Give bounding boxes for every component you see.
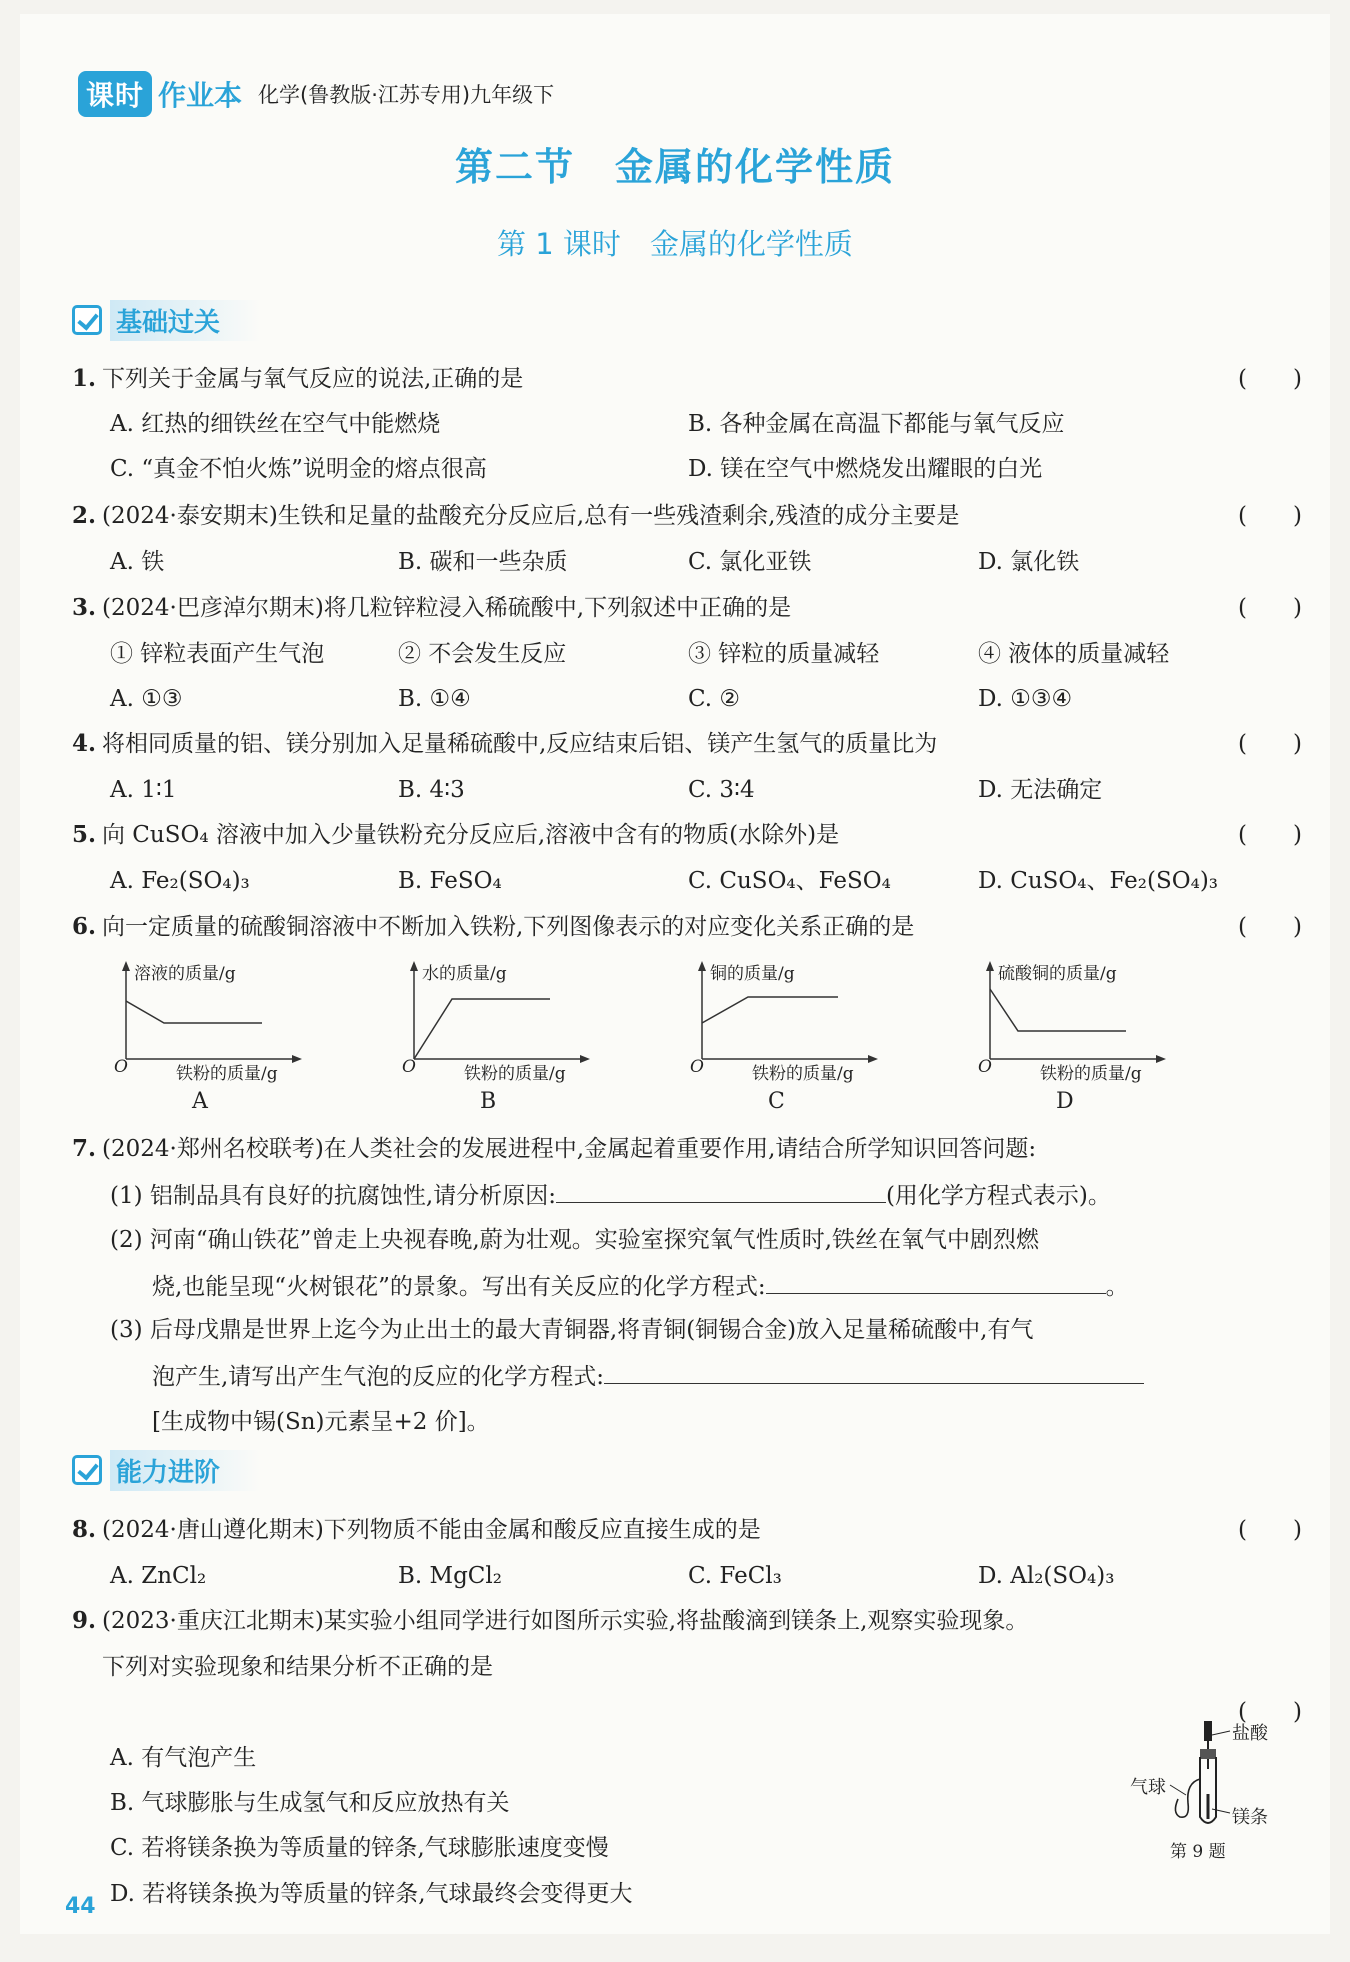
statement-3: ③ 锌粒的质量减轻 xyxy=(688,641,880,667)
option-d[interactable]: D. ①③④ xyxy=(978,686,1073,712)
brand-logo: 课时 xyxy=(78,71,152,117)
question-7 xyxy=(72,1131,1302,1167)
graph-letter: A xyxy=(192,1089,208,1114)
question-number: 1. xyxy=(72,365,97,392)
question-6 xyxy=(72,909,1302,945)
pointer-acid xyxy=(1212,1731,1230,1735)
section-advanced xyxy=(72,1450,260,1490)
option-d[interactable]: D. 氯化铁 xyxy=(978,549,1080,575)
q1-options xyxy=(110,406,1290,486)
q2-options xyxy=(110,544,1290,580)
graph-a[interactable] xyxy=(114,959,304,1114)
option-c[interactable]: C. FeCl₃ xyxy=(688,1563,782,1589)
question-stem: (2024·巴彦淖尔期末)将几粒锌粒浸入稀硫酸中,下列叙述中正确的是 xyxy=(102,595,792,621)
part-note: [生成物中锡(Sn)元素呈+2 价]。 xyxy=(152,1409,490,1435)
statement-2: ② 不会发生反应 xyxy=(398,641,567,667)
dropper-bulb xyxy=(1204,1721,1212,1741)
x-axis-arrow xyxy=(1156,1055,1166,1063)
question-stem: 下列关于金属与氧气反应的说法,正确的是 xyxy=(102,366,524,392)
graph-letter: B xyxy=(480,1089,497,1114)
question-stem: (2023·重庆江北期末)某实验小组同学进行如图所示实验,将盐酸滴到镁条上,观察实验现象。 xyxy=(102,1608,1029,1634)
curve xyxy=(702,997,838,1023)
header xyxy=(78,72,554,116)
question-number: 6. xyxy=(72,913,97,940)
x-axis-label: 铁粉的质量/g xyxy=(1040,1064,1142,1084)
option-c[interactable]: C. CuSO₄、FeSO₄ xyxy=(688,868,891,894)
graph-d[interactable] xyxy=(978,959,1168,1114)
question-5 xyxy=(72,817,1302,853)
option-b[interactable]: B. 气球膨胀与生成氢气和反应放热有关 xyxy=(110,1790,510,1816)
question-9 xyxy=(72,1603,1302,1639)
question-stem: 将相同质量的铝、镁分别加入足量稀硫酸中,反应结束后铝、镁产生氢气的质量比为 xyxy=(102,731,938,757)
y-axis-arrow xyxy=(410,961,418,971)
x-axis-label: 铁粉的质量/g xyxy=(176,1064,278,1084)
answer-blank[interactable] xyxy=(604,1357,1144,1384)
stopper xyxy=(1200,1749,1216,1759)
figure-9 xyxy=(1130,1699,1300,1862)
y-axis-label: 水的质量/g xyxy=(422,964,507,984)
option-a[interactable]: A. 红热的细铁丝在空气中能燃烧 xyxy=(110,411,441,437)
part-text-cont: 烧,也能呈现“火树银花”的景象。写出有关反应的化学方程式: xyxy=(152,1274,766,1300)
option-a[interactable]: A. Fe₂(SO₄)₃ xyxy=(110,868,250,894)
answer-paren[interactable]: ( ) xyxy=(1238,595,1302,621)
option-c[interactable]: C. 3∶4 xyxy=(688,777,755,803)
page xyxy=(20,14,1330,1934)
x-axis-arrow xyxy=(292,1055,302,1063)
q7-part-3 xyxy=(110,1312,1290,1441)
part-text-cont: 泡产生,请写出产生气泡的反应的化学方程式: xyxy=(152,1364,605,1390)
question-stem: 向 CuSO₄ 溶液中加入少量铁粉充分反应后,溶液中含有的物质(水除外)是 xyxy=(102,822,840,848)
x-axis-arrow xyxy=(868,1055,878,1063)
question-4 xyxy=(72,726,1302,762)
x-axis-label: 铁粉的质量/g xyxy=(464,1064,566,1084)
pointer-strip xyxy=(1212,1809,1230,1813)
part-text-end: 。 xyxy=(1105,1274,1129,1300)
option-b[interactable]: B. 各种金属在高温下都能与氧气反应 xyxy=(688,411,1065,437)
curve xyxy=(990,989,1126,1031)
q9-options xyxy=(110,1740,1290,1920)
origin-label: O xyxy=(402,1057,416,1077)
option-d[interactable]: D. 无法确定 xyxy=(978,777,1103,803)
page-subtitle: 第 1 课时 金属的化学性质 xyxy=(497,227,853,261)
question-2 xyxy=(72,498,1302,534)
label-acid: 盐酸 xyxy=(1232,1723,1268,1744)
graph-b[interactable] xyxy=(402,959,592,1114)
answer-paren[interactable]: ( ) xyxy=(1238,914,1302,940)
question-9-cont xyxy=(72,1649,1302,1685)
subject-line: 化学(鲁教版·江苏专用)九年级下 xyxy=(258,83,555,107)
option-c[interactable]: C. 若将镁条换为等质量的锌条,气球膨胀速度变慢 xyxy=(110,1835,609,1861)
answer-paren[interactable]: ( ) xyxy=(1238,1699,1302,1725)
section-label: 能力进阶 xyxy=(110,1450,260,1491)
question-stem: (2024·泰安期末)生铁和足量的盐酸充分反应后,总有一些残渣剩余,残渣的成分主要是 xyxy=(102,503,960,529)
part-text: (1) 铝制品具有良好的抗腐蚀性,请分析原因: xyxy=(110,1183,556,1209)
question-stem: (2024·唐山遵化期末)下列物质不能由金属和酸反应直接生成的是 xyxy=(102,1517,761,1543)
curve xyxy=(126,1001,262,1023)
q5-options xyxy=(110,863,1290,899)
curve xyxy=(414,999,550,1059)
figure-caption: 第 9 题 xyxy=(1170,1842,1226,1862)
option-b[interactable]: B. 碳和一些杂质 xyxy=(398,549,568,575)
section-label: 基础过关 xyxy=(110,300,260,341)
section-basic xyxy=(72,300,260,340)
y-axis-label: 铜的质量/g xyxy=(710,964,795,984)
option-d[interactable]: D. CuSO₄、Fe₂(SO₄)₃ xyxy=(978,868,1219,894)
checkbox-icon xyxy=(72,1455,102,1485)
y-axis-arrow xyxy=(122,961,130,971)
answer-paren[interactable]: ( ) xyxy=(1238,366,1302,392)
q7-part-1 xyxy=(110,1176,1290,1215)
question-9-paren-row xyxy=(72,1694,1302,1730)
answer-paren[interactable]: ( ) xyxy=(1238,822,1302,848)
question-8 xyxy=(72,1512,1302,1548)
option-b[interactable]: B. MgCl₂ xyxy=(398,1563,502,1589)
option-a[interactable]: A. 铁 xyxy=(110,549,165,575)
question-number: 9. xyxy=(72,1607,97,1634)
brand-name: 作业本 xyxy=(158,79,243,112)
option-c[interactable]: C. “真金不怕火炼”说明金的熔点很高 xyxy=(110,456,487,482)
question-number: 4. xyxy=(72,730,97,757)
option-a[interactable]: A. 有气泡产生 xyxy=(110,1745,257,1771)
answer-paren[interactable]: ( ) xyxy=(1238,731,1302,757)
option-b[interactable]: B. 4∶3 xyxy=(398,777,465,803)
graph-c[interactable] xyxy=(690,959,880,1114)
origin-label: O xyxy=(978,1057,992,1077)
page-number: 44 xyxy=(65,1894,96,1919)
y-axis-arrow xyxy=(698,961,706,971)
graph-letter: D xyxy=(1056,1089,1074,1114)
question-number: 3. xyxy=(72,594,97,621)
option-d[interactable]: D. 镁在空气中燃烧发出耀眼的白光 xyxy=(688,456,1043,482)
pointer-balloon xyxy=(1170,1785,1186,1795)
y-axis-label: 硫酸铜的质量/g xyxy=(998,964,1117,984)
y-axis-label: 溶液的质量/g xyxy=(134,964,236,984)
question-3 xyxy=(72,590,1302,626)
answer-blank[interactable] xyxy=(766,1267,1106,1294)
graph-letter: C xyxy=(768,1089,785,1114)
label-strip: 镁条 xyxy=(1232,1807,1268,1828)
answer-blank[interactable] xyxy=(556,1176,886,1203)
q8-options xyxy=(110,1558,1290,1594)
option-d[interactable]: D. Al₂(SO₄)₃ xyxy=(978,1563,1115,1589)
option-a[interactable]: A. ZnCl₂ xyxy=(110,1563,207,1589)
page-title: 第二节 金属的化学性质 xyxy=(454,144,895,189)
question-stem: (2024·郑州名校联考)在人类社会的发展进程中,金属起着重要作用,请结合所学知识回答问题: xyxy=(102,1136,1037,1162)
question-number: 5. xyxy=(72,821,97,848)
statement-1: ① 锌粒表面产生气泡 xyxy=(110,641,325,667)
checkbox-icon xyxy=(72,305,102,335)
origin-label: O xyxy=(114,1057,128,1077)
option-c[interactable]: C. 氯化亚铁 xyxy=(688,549,812,575)
answer-paren[interactable]: ( ) xyxy=(1238,503,1302,529)
question-number: 8. xyxy=(72,1516,97,1543)
option-b[interactable]: B. FeSO₄ xyxy=(398,868,502,894)
origin-label: O xyxy=(690,1057,704,1077)
question-number: 2. xyxy=(72,502,97,529)
q3-options xyxy=(110,636,1290,716)
part-text-end: (用化学方程式表示)。 xyxy=(885,1183,1111,1209)
option-d[interactable]: D. 若将镁条换为等质量的锌条,气球最终会变得更大 xyxy=(110,1881,633,1907)
question-1 xyxy=(72,361,1302,397)
answer-paren[interactable]: ( ) xyxy=(1238,1517,1302,1543)
part-text: (2) 河南“确山铁花”曾走上央视春晚,蔚为壮观。实验室探究氧气性质时,铁丝在氧气中剧烈燃 xyxy=(110,1227,1040,1253)
part-text: (3) 后母戊鼎是世界上迄今为止出土的最大青铜器,将青铜(铜锡合金)放入足量稀硫酸中,有气 xyxy=(110,1317,1034,1343)
question-stem: 向一定质量的硫酸铜溶液中不断加入铁粉,下列图像表示的对应变化关系正确的是 xyxy=(102,914,915,940)
option-a[interactable]: A. ①③ xyxy=(110,686,183,712)
statement-4: ④ 液体的质量减轻 xyxy=(978,641,1170,667)
q4-options xyxy=(110,772,1290,808)
label-balloon: 气球 xyxy=(1130,1777,1166,1798)
option-a[interactable]: A. 1∶1 xyxy=(110,777,177,803)
x-axis-label: 铁粉的质量/g xyxy=(752,1064,854,1084)
balloon xyxy=(1175,1779,1200,1817)
y-axis-arrow xyxy=(986,961,994,971)
question-number: 7. xyxy=(72,1135,97,1162)
question-stem: 下列对实验现象和结果分析不正确的是 xyxy=(102,1654,493,1680)
x-axis-arrow xyxy=(580,1055,590,1063)
option-b[interactable]: B. ①④ xyxy=(398,686,471,712)
q7-part-2 xyxy=(110,1222,1290,1306)
option-c[interactable]: C. ② xyxy=(688,686,741,712)
